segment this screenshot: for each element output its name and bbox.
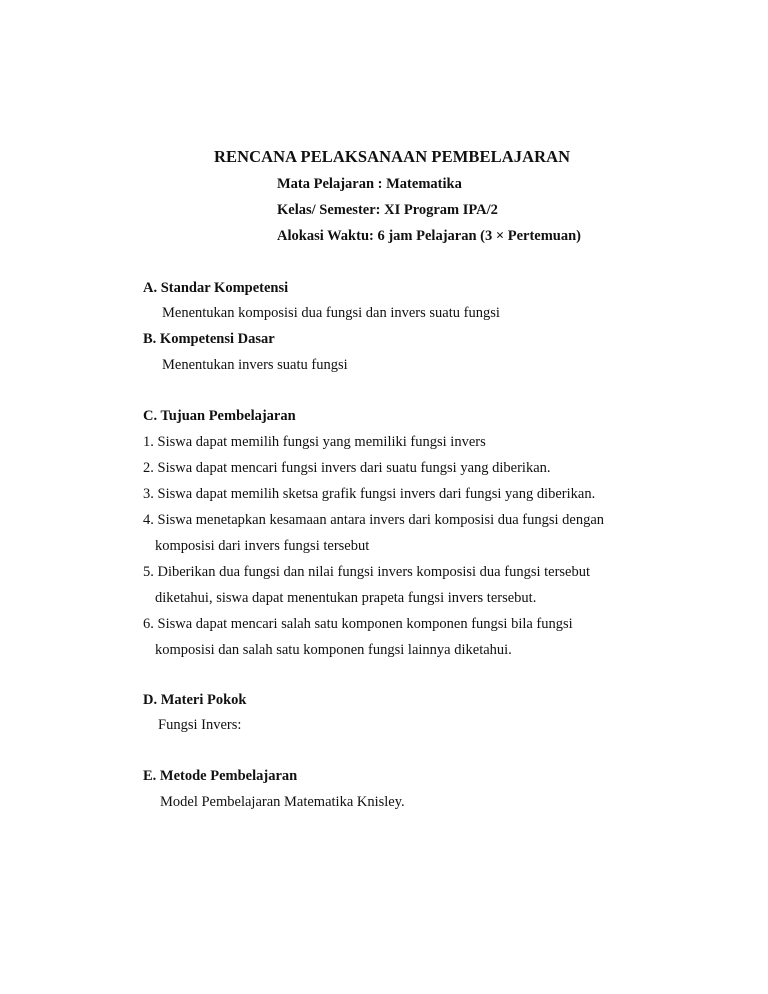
section-e-heading: E. Metode Pembelajaran: [143, 768, 298, 784]
subject-line: Mata Pelajaran : Matematika: [277, 176, 462, 192]
section-a-heading: A. Standar Kompetensi: [143, 280, 289, 296]
section-c-heading: C. Tujuan Pembelajaran: [143, 408, 296, 424]
objective-line: 1. Siswa dapat memilih fungsi yang memiliki fungsi invers: [143, 434, 486, 450]
objective-line-continuation: komposisi dari invers fungsi tersebut: [155, 538, 370, 554]
section-d-heading: D. Materi Pokok: [143, 692, 247, 708]
objective-line: 6. Siswa dapat mencari salah satu komponen komponen fungsi bila fungsi: [143, 616, 573, 632]
objective-line: 3. Siswa dapat memilih sketsa grafik fungsi invers dari fungsi yang diberikan.: [143, 486, 596, 502]
section-e-body: Model Pembelajaran Matematika Knisley.: [160, 794, 405, 810]
objective-line: 5. Diberikan dua fungsi dan nilai fungsi invers komposisi dua fungsi tersebut: [143, 564, 591, 580]
section-b-heading: B. Kompetensi Dasar: [143, 331, 275, 347]
objective-line-continuation: komposisi dan salah satu komponen fungsi lainnya diketahui.: [155, 642, 512, 658]
class-semester-line: Kelas/ Semester: XI Program IPA/2: [277, 202, 498, 218]
section-d-body: Fungsi Invers:: [158, 717, 242, 733]
objective-line: 2. Siswa dapat mencari fungsi invers dari suatu fungsi yang diberikan.: [143, 460, 551, 476]
document-title: RENCANA PELAKSANAAN PEMBELAJARAN: [214, 147, 571, 166]
objective-line-continuation: diketahui, siswa dapat menentukan prapeta fungsi invers tersebut.: [155, 590, 537, 606]
time-allocation-line: Alokasi Waktu: 6 jam Pelajaran (3 × Pertemuan): [277, 228, 582, 244]
section-a-body: Menentukan komposisi dua fungsi dan invers suatu fungsi: [162, 305, 500, 321]
section-b-body: Menentukan invers suatu fungsi: [162, 357, 348, 373]
objective-line: 4. Siswa menetapkan kesamaan antara invers dari komposisi dua fungsi dengan: [143, 512, 605, 528]
